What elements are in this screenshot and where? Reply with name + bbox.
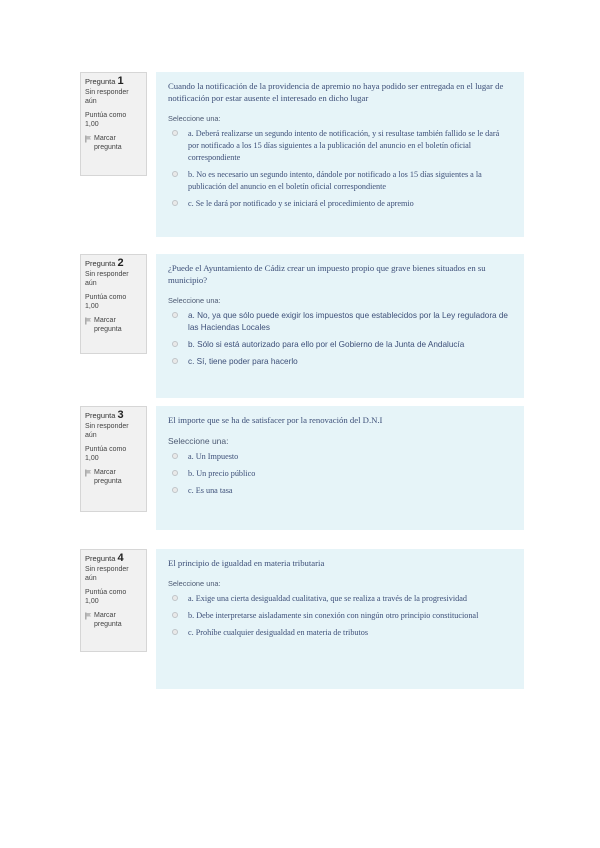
grade-value: 1,00 bbox=[85, 598, 99, 605]
answer-letter: b. bbox=[188, 170, 195, 179]
answer-option[interactable] bbox=[168, 356, 512, 368]
answer-letter: c. bbox=[188, 357, 195, 366]
flag-icon bbox=[85, 135, 92, 143]
question-info bbox=[80, 406, 147, 512]
flag-question-button[interactable] bbox=[85, 316, 142, 334]
question-text: ¿Puede el Ayuntamiento de Cádiz crear un impuesto propio que grave bienes situados en su municipio? bbox=[168, 263, 486, 285]
question-title bbox=[85, 554, 142, 563]
question-number: 3 bbox=[117, 409, 124, 421]
answer-letter: b. bbox=[188, 611, 195, 620]
question-label: Pregunta bbox=[85, 77, 116, 86]
flag-icon bbox=[85, 317, 92, 325]
question-state: Sin responder aún bbox=[85, 423, 129, 439]
flag-label: Marcar pregunta bbox=[94, 135, 122, 151]
answer-option[interactable] bbox=[168, 627, 512, 639]
answer-text: Un Impuesto bbox=[195, 452, 239, 461]
question-grade bbox=[85, 111, 142, 129]
answer-letter: c. bbox=[188, 628, 194, 637]
question-title bbox=[85, 259, 142, 268]
grade-label: Puntúa como bbox=[85, 294, 127, 301]
answer-text: Se le dará por notificado y se iniciará el procedimiento de apremio bbox=[195, 199, 414, 208]
answer-option[interactable] bbox=[168, 310, 512, 334]
question-number: 1 bbox=[117, 75, 124, 87]
answer-text: Deberá realizarse un segundo intento de notificación, y si resultase también fallido se le dará por notificado a los 15 días siguientes a la publicación del anuncio en el boletín oficial correspondiente bbox=[188, 129, 500, 162]
answer-option[interactable] bbox=[168, 198, 512, 210]
question-title bbox=[85, 411, 142, 420]
question-state: Sin responder aún bbox=[85, 271, 129, 287]
flag-icon bbox=[85, 469, 92, 477]
answer-text: Es una tasa bbox=[195, 486, 233, 495]
select-prompt: Seleccione una: bbox=[168, 296, 221, 305]
select-prompt: Seleccione una: bbox=[168, 436, 229, 446]
flag-label: Marcar pregunta bbox=[94, 317, 122, 333]
radio-button[interactable] bbox=[172, 453, 178, 459]
answer-text: Un precio público bbox=[196, 469, 256, 478]
question-text: Cuando la notificación de la providencia de apremio no haya podido ser entregada en el lugar de notificación por estar ausente el interesado en dicho lugar bbox=[168, 81, 504, 103]
answer-text: Exige una cierta desigualdad cualitativa, que se realiza a través de la progresividad bbox=[195, 594, 467, 603]
answer-option[interactable] bbox=[168, 339, 512, 351]
answer-letter: b. bbox=[188, 340, 195, 349]
flag-label: Marcar pregunta bbox=[94, 612, 122, 628]
question-state: Sin responder aún bbox=[85, 566, 129, 582]
radio-button[interactable] bbox=[172, 341, 178, 347]
grade-label: Puntúa como bbox=[85, 589, 127, 596]
question-number: 4 bbox=[117, 552, 124, 564]
question-title bbox=[85, 77, 142, 86]
grade-label: Puntúa como bbox=[85, 446, 127, 453]
answer-text: Sólo si está autorizado para ello por el Gobierno de la Junta de Andalucía bbox=[197, 340, 465, 349]
radio-button[interactable] bbox=[172, 470, 178, 476]
radio-button[interactable] bbox=[172, 629, 178, 635]
radio-button[interactable] bbox=[172, 612, 178, 618]
question-grade bbox=[85, 293, 142, 311]
question-number: 2 bbox=[117, 257, 124, 269]
answer-option[interactable] bbox=[168, 485, 512, 497]
answer-letter: c. bbox=[188, 199, 194, 208]
question-label: Pregunta bbox=[85, 554, 116, 563]
question-content bbox=[156, 72, 524, 237]
answer-text: Prohíbe cualquier desigualdad en materia de tributos bbox=[195, 628, 369, 637]
grade-value: 1,00 bbox=[85, 121, 99, 128]
question-text: El principio de igualdad en materia tributaria bbox=[168, 558, 325, 568]
question-label: Pregunta bbox=[85, 259, 116, 268]
question-info bbox=[80, 254, 147, 354]
answer-option[interactable] bbox=[168, 468, 512, 480]
question-grade bbox=[85, 588, 142, 606]
radio-button[interactable] bbox=[172, 171, 178, 177]
answer-option[interactable] bbox=[168, 593, 512, 605]
question-info bbox=[80, 549, 147, 652]
answer-letter: c. bbox=[188, 486, 194, 495]
radio-button[interactable] bbox=[172, 487, 178, 493]
radio-button[interactable] bbox=[172, 200, 178, 206]
radio-button[interactable] bbox=[172, 358, 178, 364]
answer-letter: a. bbox=[188, 129, 194, 138]
question-state: Sin responder aún bbox=[85, 89, 129, 105]
answer-text: Sí, tiene poder para hacerlo bbox=[196, 357, 298, 366]
question-label: Pregunta bbox=[85, 411, 116, 420]
question-content bbox=[156, 549, 524, 689]
flag-question-button[interactable] bbox=[85, 134, 142, 152]
question-grade bbox=[85, 445, 142, 463]
answer-option[interactable] bbox=[168, 169, 512, 193]
select-prompt: Seleccione una: bbox=[168, 114, 221, 123]
flag-question-button[interactable] bbox=[85, 468, 142, 486]
answer-letter: a. bbox=[188, 452, 194, 461]
grade-value: 1,00 bbox=[85, 303, 99, 310]
radio-button[interactable] bbox=[172, 595, 178, 601]
answer-option[interactable] bbox=[168, 610, 512, 622]
flag-icon bbox=[85, 612, 92, 620]
answer-letter: a. bbox=[188, 594, 194, 603]
answer-option[interactable] bbox=[168, 128, 512, 164]
grade-value: 1,00 bbox=[85, 455, 99, 462]
question-content bbox=[156, 254, 524, 398]
radio-button[interactable] bbox=[172, 312, 178, 318]
flag-label: Marcar pregunta bbox=[94, 469, 122, 485]
question-content bbox=[156, 406, 524, 530]
answer-option[interactable] bbox=[168, 451, 512, 463]
flag-question-button[interactable] bbox=[85, 611, 142, 629]
question-info bbox=[80, 72, 147, 176]
radio-button[interactable] bbox=[172, 130, 178, 136]
answer-letter: b. bbox=[188, 469, 195, 478]
answer-letter: a. bbox=[188, 311, 195, 320]
grade-label: Puntúa como bbox=[85, 112, 127, 119]
question-text: El importe que se ha de satisfacer por la renovación del D.N.I bbox=[168, 415, 383, 425]
select-prompt: Seleccione una: bbox=[168, 579, 221, 588]
answer-text: No es necesario un segundo intento, dándole por notificado a los 15 días siguientes a la publicación del anuncio en el boletín oficial correspondiente bbox=[188, 170, 482, 191]
answer-text: No, ya que sólo puede exigir los impuestos que establecidos por la Ley reguladora de las Haciendas Locales bbox=[188, 311, 508, 332]
answer-text: Debe interpretarse aisladamente sin conexión con ningún otro principio constitucional bbox=[196, 611, 479, 620]
